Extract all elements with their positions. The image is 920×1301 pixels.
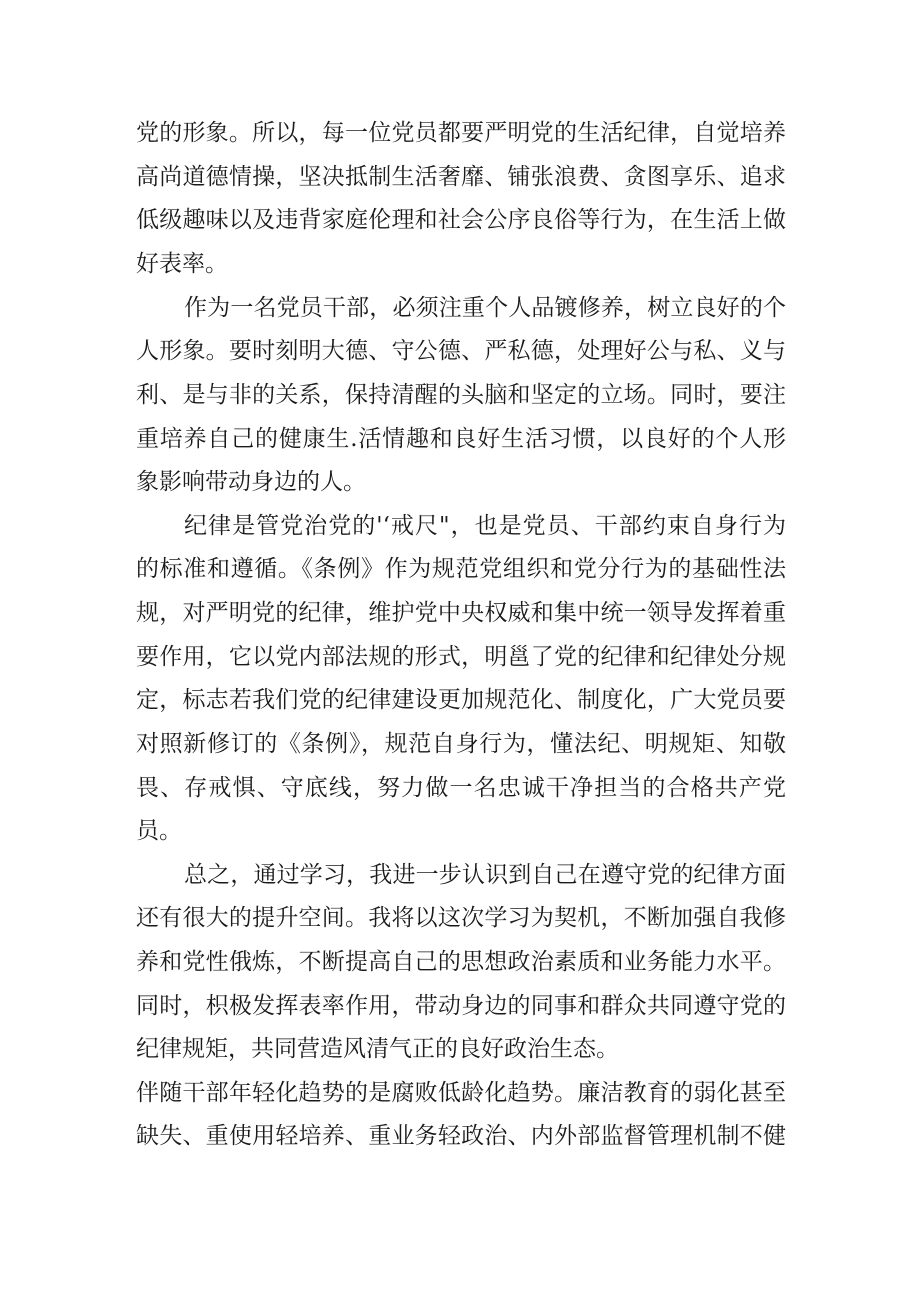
paragraph-1-line-4: 好表率。 [136, 251, 228, 277]
paragraph-3-line-7: 畏、存戒惧、守底线，努力做一名忠诚干净担当的合格共产党 [136, 775, 786, 801]
paragraph-5-line-2: 缺失、重使用轻培养、重业务轻政治、内外部监督管理机制不健 [136, 1123, 786, 1149]
paragraph-3-line-3: 规，对严明党的纪律，维护党中央权威和集中统一领导发挥着重 [136, 600, 786, 626]
paragraph-5-line-1: 伴随干部年轻化趋势的是腐败低龄化趋势。廉洁教育的弱化甚至 [136, 1080, 786, 1106]
paragraph-1-line-2: 高尚道德情操，坚决抵制生活奢靡、铺张浪费、贪图享乐、追求 [136, 164, 786, 190]
paragraph-4-line-5: 纪律规矩，共同营造风清气正的良好政治生态。 [136, 1036, 619, 1062]
paragraph-1-line-1: 党的形象。所以，每一位党员都要严明党的生活纪律，自觉培养 [136, 120, 786, 146]
paragraph-1-line-3: 低级趣味以及违背家庭伦理和社会公序良俗等行为，在生活上做 [136, 207, 786, 233]
paragraph-2-line-2: 人形象。要时刻明大德、守公德、严私德，处理好公与私、义与 [136, 338, 786, 364]
paragraph-2-line-5: 象影响带动身边的人。 [136, 469, 366, 495]
paragraph-2-line-4: 重培养自己的健康生.活情趣和良好生活习惯，以良好的个人形 [136, 426, 786, 452]
paragraph-3-line-6: 对照新修订的《条例》，规范自身行为，懂法纪、明规矩、知敬 [136, 731, 786, 757]
paragraph-2-line-3: 利、是与非的关系，保持清醒的头脑和坚定的立场。同时，要注 [136, 382, 786, 408]
paragraph-3-line-2: 的标准和遵循。《条例》作为规范党组织和党分行为的基础性法 [136, 556, 786, 582]
paragraph-4-line-1: 总之，通过学习，我进一步认识到自己在遵守党的纪律方面 [184, 862, 786, 888]
paragraph-4-line-2: 还有很大的提升空间。我将以这次学习为契机，不断加强自我修 [136, 905, 786, 931]
paragraph-3-line-4: 要作用，它以党内部法规的形式，明邕了党的纪律和纪律处分规 [136, 644, 786, 670]
paragraph-4-line-3: 养和党性俄炼，不断提高自己的思想政治素质和业务能力水平。 [136, 949, 786, 975]
paragraph-3-line-5: 定，标志若我们党的纪律建设更加规范化、制度化，广大党员要 [136, 687, 786, 713]
paragraph-4-line-4: 同时，枳极发挥表率作用，带动身边的同事和群众共同遵守党的 [136, 993, 786, 1019]
paragraph-3-line-1: 纪律是管党治党的'‘戒尺"，也是党员、干部约束自身行为 [184, 513, 786, 539]
paragraph-3-line-8: 员。 [136, 818, 182, 844]
paragraph-2-line-1: 作为一名党员干部，必须注重个人品镀修养，树立良好的个 [184, 295, 786, 321]
